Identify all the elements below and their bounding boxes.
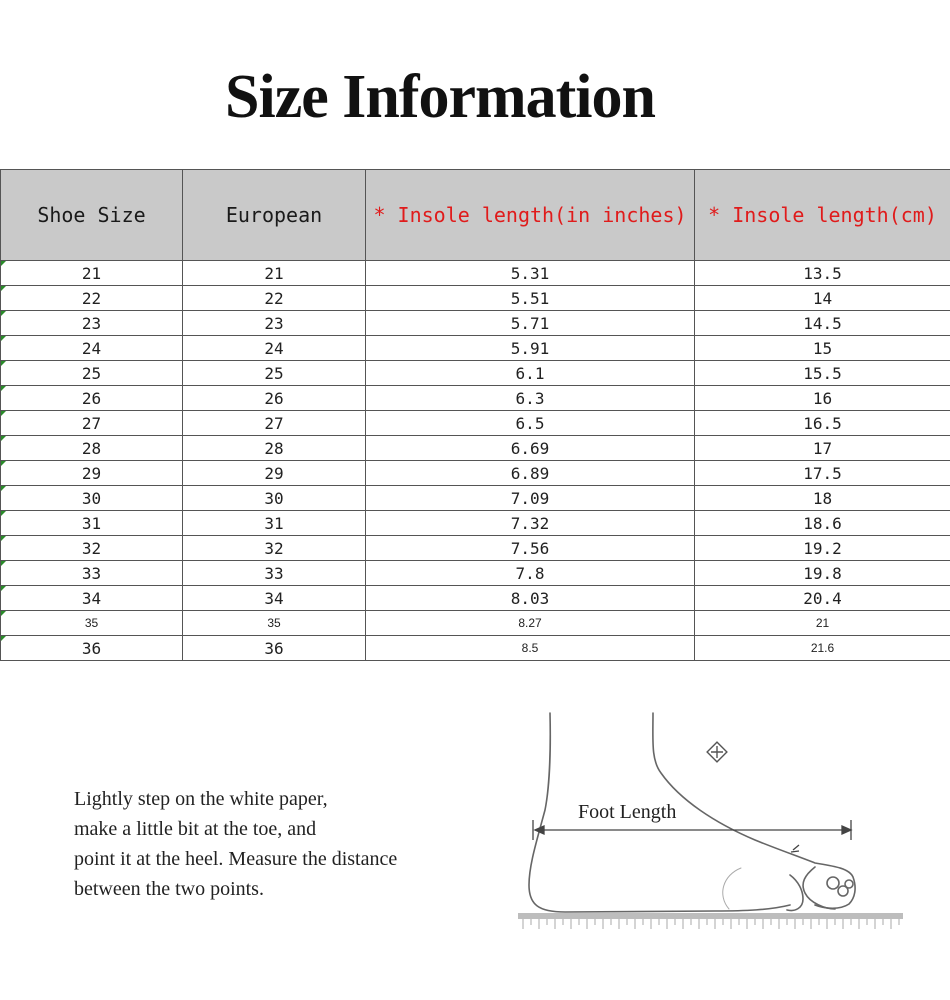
cell-european: 32: [183, 536, 366, 561]
cell-insole-cm: 17.5: [695, 461, 950, 486]
instruction-line: between the two points.: [74, 878, 264, 900]
table-row: [1, 436, 950, 461]
table-row: [1, 286, 950, 311]
cell-insole-cm: 16.5: [695, 411, 950, 436]
cell-insole-inches: 7.56: [366, 536, 695, 561]
table-row: [1, 261, 950, 286]
cell-shoe-size: 36: [1, 636, 183, 661]
cell-insole-cm: 21.6: [695, 636, 950, 661]
ruler-icon: [518, 913, 903, 929]
cell-insole-cm: 21: [695, 611, 950, 636]
cell-insole-inches: 7.32: [366, 511, 695, 536]
cell-insole-cm: 18.6: [695, 511, 950, 536]
cell-shoe-size: 34: [1, 586, 183, 611]
cell-insole-cm: 14: [695, 286, 950, 311]
cell-insole-cm: 15: [695, 336, 950, 361]
instruction-line: Lightly step on the white paper,: [74, 788, 328, 810]
table-row: [1, 461, 950, 486]
cell-shoe-size: 23: [1, 311, 183, 336]
header-insole-inches: * Insole length(in inches): [366, 170, 695, 261]
measurement-instructions: [74, 784, 494, 904]
cell-insole-cm: 15.5: [695, 361, 950, 386]
cell-european: 21: [183, 261, 366, 286]
cell-insole-inches: 8.5: [366, 636, 695, 661]
cell-insole-inches: 5.71: [366, 311, 695, 336]
table-row: [1, 311, 950, 336]
cell-insole-cm: 14.5: [695, 311, 950, 336]
cell-european: 31: [183, 511, 366, 536]
cell-shoe-size: 29: [1, 461, 183, 486]
cell-shoe-size: 32: [1, 536, 183, 561]
table-row: [1, 536, 950, 561]
instruction-line: make a little bit at the toe, and: [74, 818, 317, 840]
size-table: [0, 169, 950, 661]
cell-shoe-size: 25: [1, 361, 183, 386]
cell-shoe-size: 35: [1, 611, 183, 636]
cell-european: 28: [183, 436, 366, 461]
table-row: [1, 561, 950, 586]
diamond-plus-icon: [707, 742, 727, 762]
cell-insole-inches: 6.1: [366, 361, 695, 386]
cell-insole-cm: 19.2: [695, 536, 950, 561]
foot-diagram-svg: [515, 705, 910, 945]
cell-shoe-size: 33: [1, 561, 183, 586]
cell-european: 29: [183, 461, 366, 486]
cell-european: 22: [183, 286, 366, 311]
cell-insole-inches: 5.91: [366, 336, 695, 361]
cell-insole-cm: 20.4: [695, 586, 950, 611]
cell-insole-cm: 16: [695, 386, 950, 411]
cell-shoe-size: 31: [1, 511, 183, 536]
cell-shoe-size: 28: [1, 436, 183, 461]
cell-european: 25: [183, 361, 366, 386]
cell-insole-cm: 18: [695, 486, 950, 511]
cell-insole-inches: 7.8: [366, 561, 695, 586]
cell-insole-inches: 8.27: [366, 611, 695, 636]
cell-european: 36: [183, 636, 366, 661]
foot-length-label: Foot Length: [578, 801, 677, 823]
cell-shoe-size: 27: [1, 411, 183, 436]
cell-european: 34: [183, 586, 366, 611]
table-body: [1, 261, 950, 661]
header-shoe-size: Shoe Size: [1, 170, 183, 261]
cell-european: 26: [183, 386, 366, 411]
header-european: European: [183, 170, 366, 261]
foot-measurement-diagram: [515, 705, 910, 945]
table-row: [1, 611, 950, 636]
table-row: [1, 411, 950, 436]
cell-shoe-size: 21: [1, 261, 183, 286]
table-row: [1, 336, 950, 361]
table-row: [1, 361, 950, 386]
cell-european: 33: [183, 561, 366, 586]
cell-insole-inches: 6.69: [366, 436, 695, 461]
cell-insole-cm: 13.5: [695, 261, 950, 286]
page-title: Size Information: [224, 63, 656, 131]
cell-insole-inches: 5.51: [366, 286, 695, 311]
cell-european: 30: [183, 486, 366, 511]
table-row: [1, 511, 950, 536]
instruction-line: point it at the heel. Measure the distance: [74, 848, 398, 870]
table-header-row: [1, 170, 950, 261]
table-row: [1, 636, 950, 661]
cell-insole-inches: 8.03: [366, 586, 695, 611]
cell-european: 24: [183, 336, 366, 361]
table-row: [1, 386, 950, 411]
cell-insole-inches: 6.3: [366, 386, 695, 411]
header-insole-cm: * Insole length(cm): [695, 170, 950, 261]
cell-insole-inches: 6.89: [366, 461, 695, 486]
cell-shoe-size: 24: [1, 336, 183, 361]
cell-insole-inches: 6.5: [366, 411, 695, 436]
cell-european: 35: [183, 611, 366, 636]
cell-european: 27: [183, 411, 366, 436]
cell-insole-cm: 19.8: [695, 561, 950, 586]
cell-insole-cm: 17: [695, 436, 950, 461]
measure-arrow-icon: [533, 820, 851, 852]
cell-insole-inches: 5.31: [366, 261, 695, 286]
table-row: [1, 586, 950, 611]
cell-insole-inches: 7.09: [366, 486, 695, 511]
cell-shoe-size: 22: [1, 286, 183, 311]
table-row: [1, 486, 950, 511]
cell-european: 23: [183, 311, 366, 336]
cell-shoe-size: 26: [1, 386, 183, 411]
cell-shoe-size: 30: [1, 486, 183, 511]
